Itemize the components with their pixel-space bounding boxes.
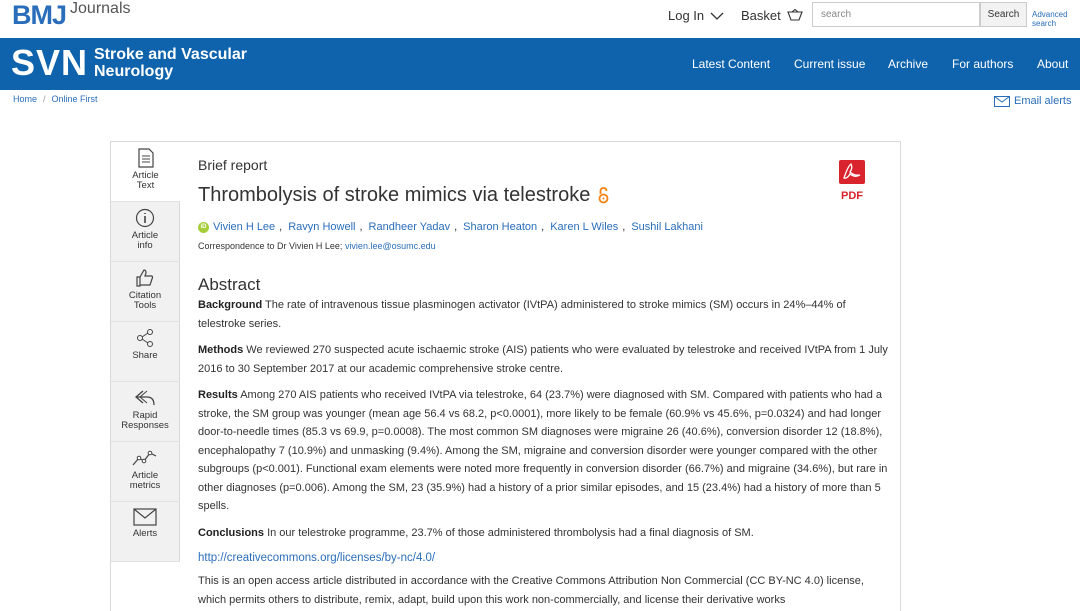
- envelope-icon: [994, 96, 1010, 107]
- basket-icon: [787, 9, 803, 22]
- author-link[interactable]: Ravyn Howell: [288, 221, 356, 233]
- tab-label: Responses: [121, 420, 169, 431]
- author-link[interactable]: Sharon Heaton: [463, 221, 538, 233]
- section-text: The rate of intravenous tissue plasminogen activator (IVtPA) administered to stroke mimics (SM) occurs in 24%–44% of telestroke series.: [198, 299, 846, 330]
- section-text: We reviewed 270 suspected acute ischaemic stroke (AIS) patients who were evaluated by telestroke and received IVtPA from 1 July 2016 to 30 September 2017 at our academic comprehensive stroke centre.: [198, 344, 888, 375]
- tab-label: metrics: [129, 480, 161, 491]
- breadcrumb-home[interactable]: Home: [13, 94, 38, 104]
- section-label: Background: [198, 299, 263, 311]
- basket-label: Basket: [741, 8, 781, 23]
- share-icon: [135, 328, 155, 348]
- breadcrumb: [13, 94, 98, 104]
- breadcrumb-online-first[interactable]: Online First: [51, 94, 98, 104]
- orcid-icon[interactable]: iD: [198, 222, 209, 233]
- tab-label: Alerts: [132, 528, 158, 539]
- article-side-tabs: [111, 142, 180, 562]
- tab-article-metrics[interactable]: [111, 442, 180, 502]
- tab-share[interactable]: [111, 322, 180, 382]
- journal-name-line2: Neurology: [94, 63, 174, 80]
- article-title: [198, 184, 609, 207]
- section-text: In our telestroke programme, 23.7% of those administered thrombolysis had a final diagnosis of SM.: [267, 527, 754, 539]
- section-label: Conclusions: [198, 527, 265, 539]
- tab-label: Text: [136, 180, 155, 191]
- correspondence-prefix: Correspondence to Dr Vivien H Lee;: [198, 241, 343, 251]
- email-alerts-label: Email alerts: [1014, 95, 1072, 107]
- thumbs-up-icon: [135, 268, 155, 288]
- breadcrumb-separator: /: [43, 94, 46, 104]
- tab-article-info[interactable]: [111, 202, 180, 262]
- abstract-methods: [198, 341, 888, 378]
- info-icon: [135, 208, 155, 228]
- journal-name-line1: Stroke and Vascular: [94, 46, 247, 63]
- pdf-icon: [838, 160, 866, 184]
- advanced-search-link[interactable]: Advanced search: [1032, 10, 1068, 28]
- tab-rapid-responses[interactable]: [111, 382, 180, 442]
- reply-icon: [134, 388, 156, 408]
- journals-logo-text: Journals: [70, 0, 131, 17]
- bmj-logo-mark: BMJ: [12, 0, 67, 30]
- article-title-text: Thrombolysis of stroke mimics via telestroke: [198, 184, 591, 206]
- license-text: This is an open access article distributed in accordance with the Creative Commons Attribution Non Commercial (CC BY-NC 4.0) license, which permits others to distribute, remix, adapt, build upon this work non-commercially, and license their derivative works: [198, 575, 864, 606]
- nav-archive[interactable]: Archive: [888, 57, 929, 71]
- search-button[interactable]: Search: [980, 2, 1027, 27]
- tab-article-text[interactable]: [111, 142, 180, 202]
- login-label: Log In: [668, 8, 705, 23]
- tab-label: Citation: [128, 290, 162, 301]
- pdf-download-button[interactable]: [838, 160, 868, 202]
- tab-label: Rapid: [132, 410, 158, 421]
- separator: ,: [359, 221, 363, 233]
- email-alerts-link[interactable]: [994, 95, 1071, 107]
- abstract-conclusions: [198, 524, 888, 543]
- envelope-icon: [133, 508, 157, 526]
- pdf-label: PDF: [841, 190, 863, 202]
- author-link[interactable]: Sushil Lakhani: [631, 221, 703, 233]
- journal-name[interactable]: [94, 46, 247, 80]
- abstract-heading: Abstract: [198, 275, 261, 294]
- section-label: Methods: [198, 344, 244, 356]
- nav-about[interactable]: About: [1037, 57, 1069, 71]
- creative-commons-link[interactable]: http://creativecommons.org/licenses/by-nc/4.0/: [198, 552, 436, 564]
- tab-label: Tools: [133, 300, 157, 311]
- separator: ,: [454, 221, 458, 233]
- document-icon: [137, 148, 155, 168]
- tab-citation-tools[interactable]: [111, 262, 180, 322]
- login-link[interactable]: [668, 8, 724, 23]
- chevron-down-icon: [710, 11, 724, 21]
- tab-label: Article: [132, 170, 159, 181]
- basket-link[interactable]: [741, 8, 803, 23]
- open-access-icon: [598, 187, 609, 204]
- abstract-results: [198, 386, 888, 516]
- article-type: Brief report: [198, 157, 268, 173]
- author-list: [198, 221, 703, 233]
- separator: ,: [622, 221, 626, 233]
- author-link[interactable]: Vivien H Lee: [213, 221, 276, 233]
- tab-label: Article: [131, 470, 159, 481]
- section-label: Results: [198, 389, 238, 401]
- metrics-icon: [131, 448, 159, 468]
- journal-abbr-logo[interactable]: SVN: [11, 42, 89, 83]
- abstract-background: [198, 296, 888, 333]
- bmj-journals-logo[interactable]: [12, 0, 131, 30]
- tab-label: Share: [132, 350, 158, 361]
- journal-navbar: [0, 38, 1080, 90]
- tab-label: info: [137, 240, 153, 251]
- top-header: [0, 0, 1080, 38]
- author-link[interactable]: Randheer Yadav: [368, 221, 451, 233]
- tab-label: Article: [131, 230, 159, 241]
- separator: ,: [279, 221, 283, 233]
- section-text: Among 270 AIS patients who received IVtPA via telestroke, 64 (23.7%) were diagnosed with SM. Compared with patients who had a stroke, the SM group was younger (mean age 56.4 vs 68.2, p<0.0001), more likely to be female (60.9% vs 45.6%, p=0.0324) and had longer door-to-needle times (85.3 vs 69.9, p=0.0008). The most common SM diagnoses were migraine 26 (40.6%), conversion disorder 12 (18.8%), encephalopathy 7 (10.9%) and unmasking (9.4%). Among the SM, migraine and conversion disorder were younger compared with the other subgroups (p<0.001). Functional exam elements were noted more frequently in conversion disorder (66.7%) and migraine (34.6%), but rare in other diagnoses (p=0.006). Among the SM, 23 (35.9%) had a history of a prior similar episodes, and 15 (23.4%) had a history of more than 5 spells.: [198, 389, 888, 512]
- nav-for-authors[interactable]: For authors: [952, 57, 1014, 71]
- search-input[interactable]: search: [812, 2, 980, 27]
- correspondence-email-link[interactable]: vivien.lee@osumc.edu: [344, 241, 436, 251]
- nav-current-issue[interactable]: Current issue: [794, 57, 866, 71]
- tab-alerts[interactable]: [111, 502, 180, 562]
- nav-latest-content[interactable]: Latest Content: [692, 57, 771, 71]
- author-link[interactable]: Karen L Wiles: [550, 221, 619, 233]
- correspondence: [198, 241, 436, 251]
- separator: ,: [541, 221, 545, 233]
